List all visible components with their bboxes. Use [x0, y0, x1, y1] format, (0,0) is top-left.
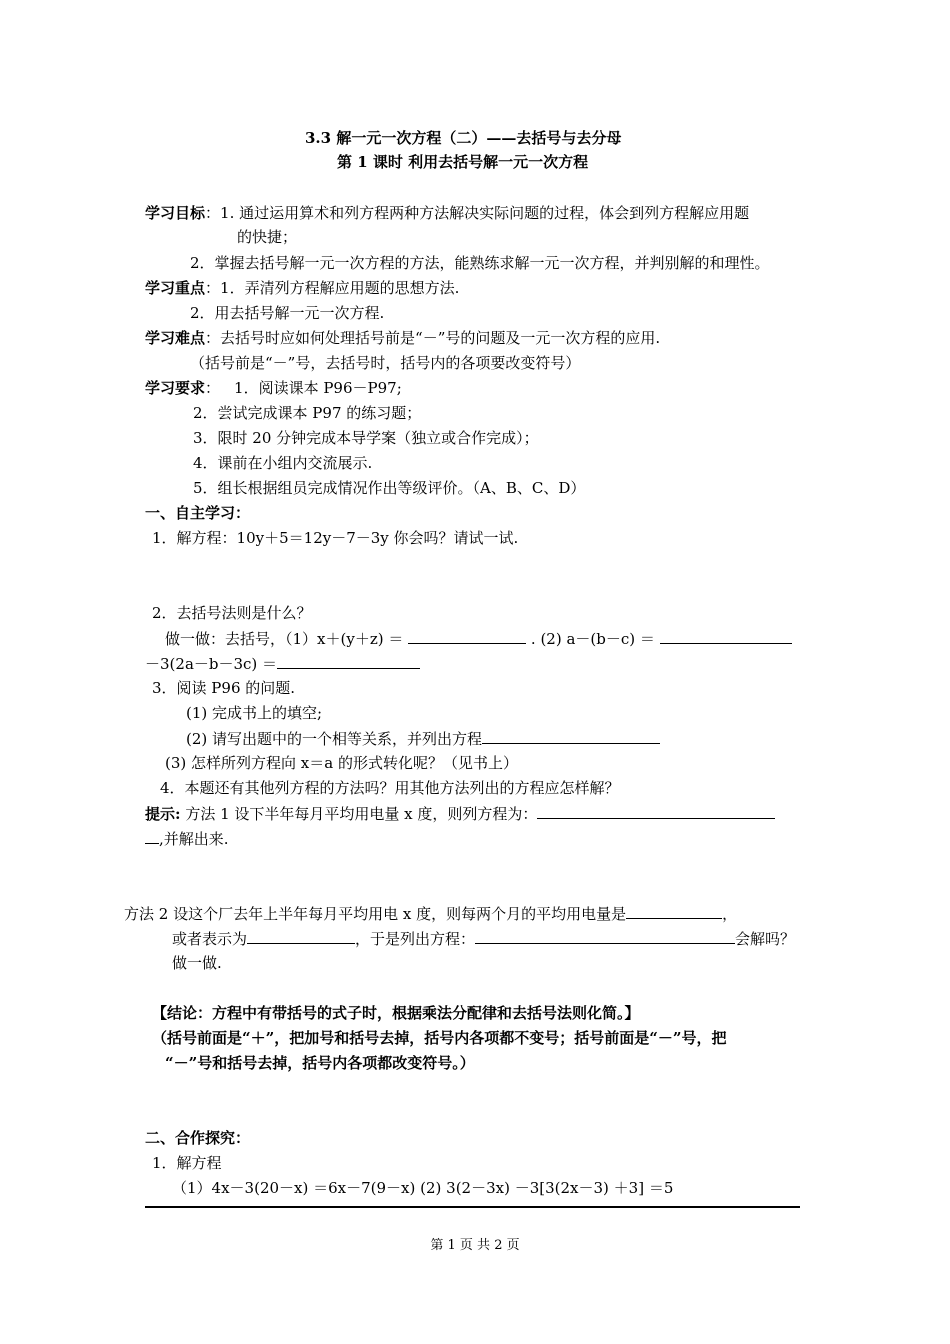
goals-line-1: [145, 203, 749, 223]
section1-q2-try: [165, 628, 792, 649]
method2-blank-3[interactable]: [475, 928, 735, 944]
requirements-item-4: 4．课前在小组内交流展示.: [193, 454, 373, 472]
section1-q3-1: (1) 完成书上的填空;: [186, 704, 323, 722]
difficulty-line: [145, 328, 660, 348]
key-item-1: 1．弄清列方程解应用题的思想方法.: [220, 279, 460, 297]
key-colon: ：: [205, 279, 221, 297]
section1-q1: 1．解方程：10y＋5＝12y－7－3y 你会吗？请试一试.: [152, 529, 519, 547]
hint-line: [145, 803, 775, 824]
q3-blank[interactable]: [482, 728, 660, 744]
requirements-line-1: [145, 378, 402, 398]
hint-line-cont: [145, 828, 229, 849]
requirements-colon: ：: [205, 379, 221, 397]
hint-text: 方法 1 设下半年每月平均用电量 x 度，则列方程为：: [180, 805, 538, 823]
requirements-item-5: 5．组长根据组员完成情况作出等级评价。（A、B、C、D）: [193, 479, 586, 497]
hint-blank-cont[interactable]: [145, 828, 159, 844]
section2-equations: （1）4x－3(20－x) ＝6x－7(9－x) (2) 3(2－3x) －3[3(2x－3) ＋3] ＝5: [172, 1179, 674, 1197]
requirements-item-2: 2．尝试完成课本 P97 的练习题；: [193, 404, 422, 422]
hint-label: 提示:: [145, 805, 181, 823]
requirements-item-3: 3．限时 20 分钟完成本导学案（独立或合作完成）；: [193, 429, 539, 447]
method2-line-3: 做一做.: [172, 954, 222, 972]
method2-line-1: [124, 903, 737, 924]
requirements-item-1: 1．阅读课本 P96－P97;: [234, 379, 402, 397]
goals-label: 学习目标: [145, 204, 206, 222]
method2-blank-2[interactable]: [247, 928, 355, 944]
page-footer: 第 1 页 共 2 页: [430, 1238, 520, 1253]
q2-blank-1[interactable]: [408, 628, 526, 644]
section1-q2: 2．去括号法则是什么？: [152, 604, 312, 622]
q3-2-text: (2) 请写出题中的一个相等关系，并列出方程: [186, 730, 483, 748]
difficulty-colon: ：: [205, 329, 221, 347]
goals-item-1-cont: 的快捷；: [237, 228, 298, 246]
conclusion-line-1: 【结论：方程中有带括号的式子时，根据乘法分配律和去括号法则化简。】: [152, 1004, 640, 1022]
section1-q2-line2: [145, 653, 420, 674]
difficulty-note: （括号前是“－”号，去括号时，括号内的各项要改变符号）: [190, 354, 581, 372]
method2-text-l2a: 或者表示为: [172, 930, 248, 948]
difficulty-text: 去括号时应如何处理括号前是“－”号的问题及一元一次方程的应用.: [220, 329, 661, 347]
conclusion-line-2: （括号前面是“＋”，把加号和括号去掉，括号内各项都不变号；括号前面是“－”号，把: [152, 1029, 727, 1047]
q2-blank-2[interactable]: [660, 628, 792, 644]
hint-cont-tail: ,并解出来.: [159, 830, 229, 848]
goals-colon: ：: [205, 204, 221, 222]
q2-try-part-b: . (2) a－(b－c) ＝: [530, 630, 655, 648]
method2-text-l2b: ，于是列出方程：: [355, 930, 476, 948]
title-main: 3.3 解一元一次方程（二）——去括号与去分母: [305, 129, 622, 147]
section1-q3: 3．阅读 P96 的问题.: [152, 679, 296, 697]
key-item-2: 2．用去括号解一元一次方程.: [190, 304, 385, 322]
section1-heading: 一、自主学习：: [145, 504, 251, 522]
section1-q3-3: (3) 怎样所列方程向 x＝a 的形式转化呢？（见书上）: [165, 754, 518, 772]
difficulty-label: 学习难点: [145, 329, 206, 347]
requirements-label: 学习要求: [145, 379, 206, 397]
conclusion-line-3: “－”号和括号去掉，括号内各项都改变符号。）: [165, 1054, 475, 1072]
method2-text-b: ，: [722, 905, 738, 923]
title-lesson: 第 1 课时 利用去括号解一元一次方程: [337, 153, 589, 171]
bottom-rule: [145, 1206, 800, 1208]
method2-blank-1[interactable]: [626, 903, 722, 919]
q2-try-part-a: 做一做：去括号，（1）x＋(y＋z) ＝: [165, 630, 404, 648]
method2-line-2: [172, 928, 795, 949]
goals-item-2: 2．掌握去括号解一元一次方程的方法，能熟练求解一元一次方程，并判别解的和理性。: [190, 254, 770, 272]
key-label: 学习重点: [145, 279, 206, 297]
section1-q4: 4．本题还有其他列方程的方法吗？用其他方法列出的方程应怎样解？: [160, 779, 620, 797]
section2-heading: 二、合作探究：: [145, 1129, 251, 1147]
section2-q1: 1．解方程: [152, 1154, 222, 1172]
q2-line2-text: －3(2a－b－3c) ＝: [145, 655, 278, 673]
q2-blank-3[interactable]: [277, 653, 420, 669]
section1-q3-2: [186, 728, 660, 749]
key-line-1: [145, 278, 459, 298]
goals-item-1: 1. 通过运用算术和列方程两种方法解决实际问题的过程，体会到列方程解应用题: [220, 204, 750, 222]
hint-blank[interactable]: [537, 803, 775, 819]
method2-text-l2c: 会解吗？: [735, 930, 796, 948]
method2-text-a: 方法 2 设这个厂去年上半年每月平均用电 x 度，则每两个月的平均用电量是: [124, 905, 627, 923]
